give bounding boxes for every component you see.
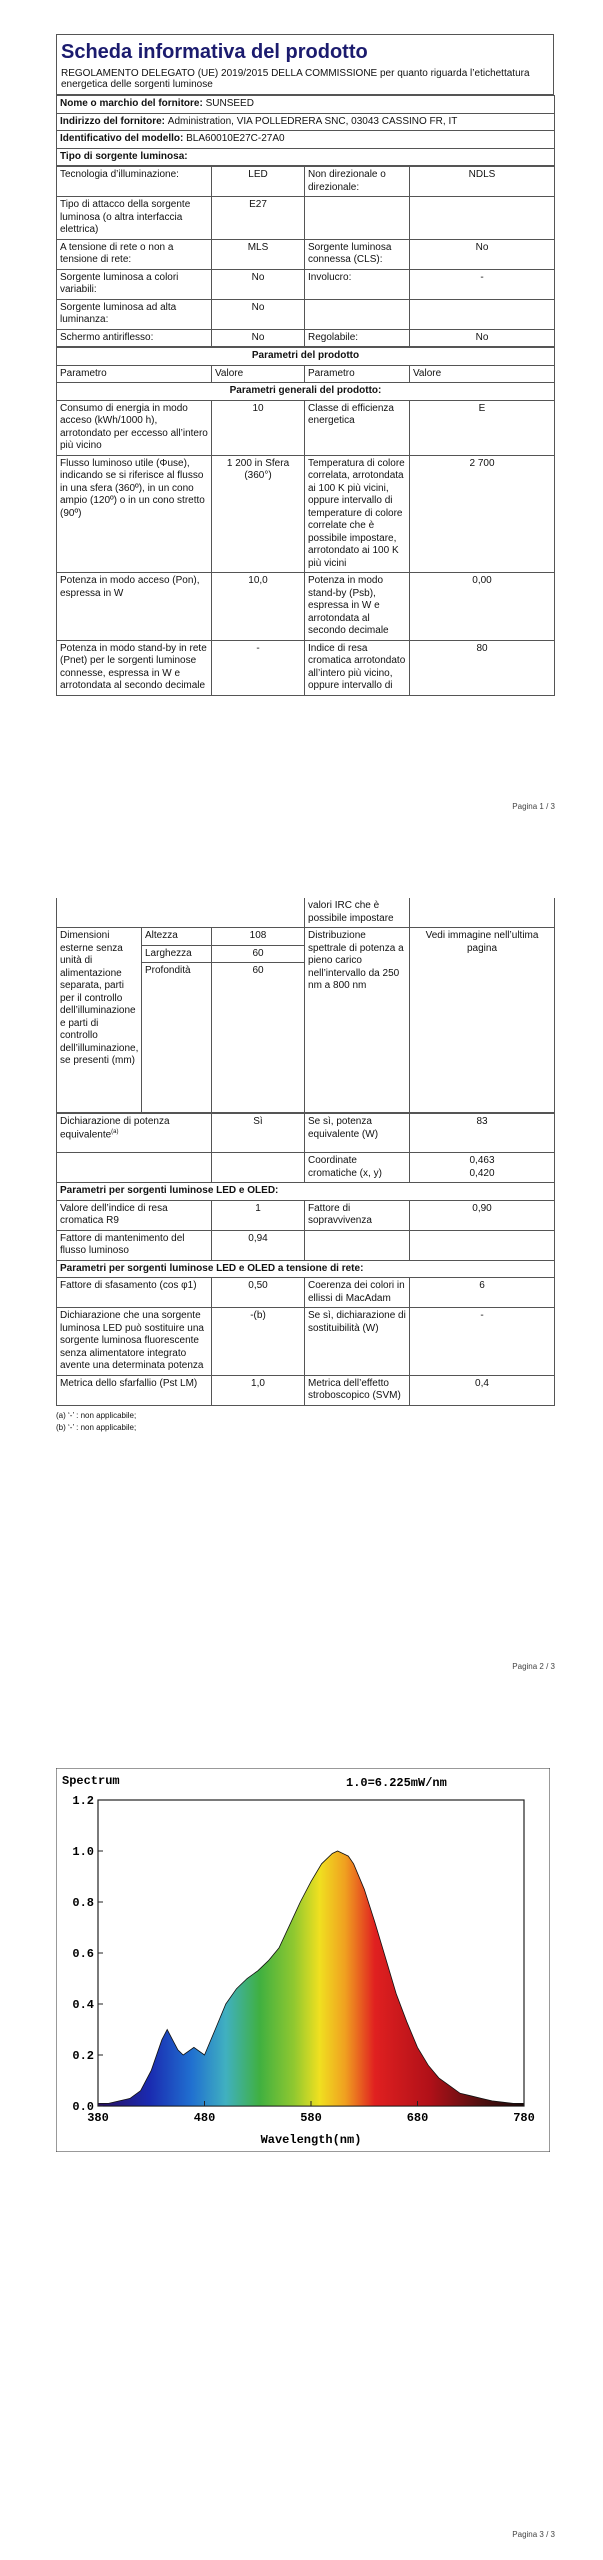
y-tick-label: 1.2 <box>72 1794 94 1808</box>
chroma-label: Coordinate cromatiche (x, y) <box>305 1153 410 1183</box>
type-row <box>57 239 555 269</box>
equiv-value: Sì <box>212 1114 305 1153</box>
dim-name: Profondità <box>142 963 212 1113</box>
params-table <box>56 347 555 696</box>
y-tick-label: 0.4 <box>72 1998 94 2012</box>
type-header-row <box>57 148 555 166</box>
general-row <box>57 573 555 641</box>
param-label <box>305 197 410 240</box>
param-value: 10,0 <box>212 573 305 641</box>
param-label: Potenza in modo stand-by in rete (Pnet) per le sorgenti luminose connesse, espressa in W e arrotondata al secondo decimale <box>57 640 212 695</box>
note-b: (b) ‘-’ : non applicabile; <box>56 1422 137 1432</box>
param-label: Coerenza dei colori in ellissi di MacAdam <box>305 1278 410 1308</box>
mains-row <box>57 1278 555 1308</box>
mains-header: Parametri per sorgenti luminose LED e OLED a tensione di rete: <box>57 1260 555 1278</box>
dim-value: 60 <box>212 963 305 1113</box>
note-a: (a) ‘-’ : non applicabile; <box>56 1410 137 1420</box>
mains-row <box>57 1308 555 1376</box>
param-label: Potenza in modo stand-by (Psb), espressa in W e arrotondata al secondo decimale <box>305 573 410 641</box>
param-value: LED <box>212 167 305 197</box>
param-value: 80 <box>410 640 555 695</box>
chart-annotation: 1.0=6.225mW/nm <box>346 1776 447 1790</box>
page-number: Pagina 2 / 3 <box>512 1662 555 1671</box>
param-label: Fattore di sfasamento (cos φ1) <box>57 1278 212 1308</box>
y-tick-label: 0.2 <box>72 2049 94 2063</box>
dim-name: Altezza <box>142 928 212 946</box>
col-param-2: Parametro <box>305 365 410 383</box>
param-value: No <box>212 299 305 329</box>
type-row <box>57 167 555 197</box>
param-value: No <box>410 239 555 269</box>
dim-value: 60 <box>212 945 305 963</box>
param-label: Potenza in modo acceso (Pon), espressa in W <box>57 573 212 641</box>
page-2 <box>0 882 603 1682</box>
param-label: Se sì, dichiarazione di sostituibilità (W) <box>305 1308 410 1376</box>
spectrum-svg <box>56 1768 550 2152</box>
equiv-w-value: 83 <box>410 1114 555 1153</box>
model-row <box>57 131 555 149</box>
led-row <box>57 1200 555 1230</box>
param-value: 2 700 <box>410 455 555 573</box>
page-1 <box>0 0 603 830</box>
param-label: Tipo di attacco della sorgente luminosa (o altra interfaccia elettrica) <box>57 197 212 240</box>
param-value: 1 200 in Sfera (360°) <box>212 455 305 573</box>
param-value: 0,50 <box>212 1278 305 1308</box>
dim-name: Larghezza <box>142 945 212 963</box>
param-label: Sorgente luminosa ad alta luminanza: <box>57 299 212 329</box>
param-label: Consumo di energia in modo acceso (kWh/1000 h), arrotondato per eccesso all’intero più vicino <box>57 400 212 455</box>
address-value: Administration, VIA POLLEDRERA SNC, 03043 CASSINO FR, IT <box>167 115 458 127</box>
param-value: No <box>410 329 555 347</box>
type-row <box>57 269 555 299</box>
led-row <box>57 1230 555 1260</box>
type-header: Tipo di sorgente luminosa: <box>57 148 555 166</box>
param-value: No <box>212 269 305 299</box>
general-row <box>57 400 555 455</box>
param-value <box>410 197 555 240</box>
param-label: Sorgente luminosa connessa (CLS): <box>305 239 410 269</box>
param-value <box>410 1230 555 1260</box>
param-value: -(b) <box>212 1308 305 1376</box>
type-row <box>57 299 555 329</box>
col-value-2: Valore <box>410 365 555 383</box>
doc-title: Scheda informativa del prodotto <box>56 34 554 66</box>
param-label: Metrica dell’effetto stroboscopico (SVM) <box>305 1375 410 1405</box>
param-value: No <box>212 329 305 347</box>
page-3 <box>0 1740 603 2560</box>
led-header: Parametri per sorgenti luminose LED e OLED: <box>57 1183 555 1201</box>
cri-continued: valori IRC che è possibile impostare <box>305 898 410 928</box>
x-tick-label: 480 <box>193 2111 216 2125</box>
general-header-row <box>57 383 555 401</box>
param-label: Involucro: <box>305 269 410 299</box>
dims-table <box>56 898 555 1113</box>
param-label: Non direzionale o direzionale: <box>305 167 410 197</box>
param-label: Classe di efficienza energetica <box>305 400 410 455</box>
type-table <box>56 166 555 347</box>
param-label: Indice di resa cromatica arrotondato all’intero più vicino, oppure intervallo di <box>305 640 410 695</box>
param-label: Fattore di mantenimento del flusso luminoso <box>57 1230 212 1260</box>
param-label: Tecnologia d’illuminazione: <box>57 167 212 197</box>
equiv-sup: (a) <box>111 1128 119 1135</box>
address-row <box>57 113 555 131</box>
equiv-w-label: Se sì, potenza equivalente (W) <box>305 1114 410 1153</box>
general-row <box>57 455 555 573</box>
param-label <box>305 1230 410 1260</box>
supplier-row <box>57 96 555 114</box>
dims-row-1 <box>57 928 555 946</box>
param-value <box>410 299 555 329</box>
param-value: 0,00 <box>410 573 555 641</box>
equiv-label: Dichiarazione di potenza equivalente <box>60 1116 170 1140</box>
y-tick-label: 0.6 <box>72 1947 94 1961</box>
params-col-row <box>57 365 555 383</box>
equiv-row <box>57 1114 555 1153</box>
param-value: NDLS <box>410 167 555 197</box>
chart-title: Spectrum <box>62 1774 120 1788</box>
param-value: 0,4 <box>410 1375 555 1405</box>
equiv-table <box>56 1113 555 1406</box>
param-label: Schermo antiriflesso: <box>57 329 212 347</box>
param-label: Dichiarazione che una sorgente luminosa LED può sostituire una sorgente luminosa fluorescente senza alimentatore integrato avente una determinata potenza <box>57 1308 212 1376</box>
spd-value: Vedi immagine nell’ultima pagina <box>410 928 555 1113</box>
doc-subtitle: REGOLAMENTO DELEGATO (UE) 2019/2015 DELLA COMMISSIONE per quanto riguarda l’etichettatura energetica delle sorgenti luminose <box>56 66 554 95</box>
led-header-row <box>57 1183 555 1201</box>
param-value: 1,0 <box>212 1375 305 1405</box>
page-number: Pagina 3 / 3 <box>512 2530 555 2539</box>
y-tick-label: 0.8 <box>72 1896 94 1910</box>
supplier-value: SUNSEED <box>205 98 254 109</box>
param-value: - <box>212 640 305 695</box>
param-label: Regolabile: <box>305 329 410 347</box>
general-header: Parametri generali del prodotto: <box>57 383 555 401</box>
y-tick-label: 0.0 <box>72 2100 94 2114</box>
params-header-row <box>57 348 555 366</box>
dim-value: 108 <box>212 928 305 946</box>
model-label: Identificativo del modello: <box>60 133 184 144</box>
x-tick-label: 380 <box>87 2111 109 2125</box>
supplier-table <box>56 95 555 166</box>
col-value-1: Valore <box>212 365 305 383</box>
general-row <box>57 640 555 695</box>
param-label: Temperatura di colore correlata, arrotondata ai 100 K più vicini, oppure intervallo di temperature di colore correlate che è possibile impostare, arrotondato ai 100 K più vicini <box>305 455 410 573</box>
x-tick-label: 580 <box>300 2111 322 2125</box>
spd-label: Distribuzione spettrale di potenza a pieno carico nell’intervallo da 250 nm a 800 nm <box>305 928 410 1113</box>
address-label: Indirizzo del fornitore: <box>60 115 165 127</box>
type-row <box>57 329 555 347</box>
chroma-x: 0,463 <box>469 1155 495 1166</box>
param-value: 0,90 <box>410 1200 555 1230</box>
param-value: 0,94 <box>212 1230 305 1260</box>
x-tick-label: 680 <box>406 2111 429 2125</box>
chroma-y: 0,420 <box>469 1167 495 1179</box>
x-tick-label: 780 <box>513 2111 535 2125</box>
supplier-label: Nome o marchio del fornitore: <box>60 98 203 109</box>
param-value: 6 <box>410 1278 555 1308</box>
param-value: MLS <box>212 239 305 269</box>
param-label: Fattore di sopravvivenza <box>305 1200 410 1230</box>
param-value: E27 <box>212 197 305 240</box>
dims-label: Dimensioni esterne senza unità di alimentazione separata, parti per il controllo dell’illuminazione e parti di controllo dell’illuminazione, se presenti (mm) <box>57 928 142 1113</box>
x-axis-label: Wavelength(nm) <box>260 2133 362 2147</box>
spectrum-chart <box>56 1768 550 2152</box>
page-number: Pagina 1 / 3 <box>512 802 555 811</box>
param-value: - <box>410 1308 555 1376</box>
param-value: 1 <box>212 1200 305 1230</box>
col-param-1: Parametro <box>57 365 212 383</box>
param-label: A tensione di rete o non a tensione di rete: <box>57 239 212 269</box>
y-tick-label: 1.0 <box>72 1845 94 1859</box>
param-value: - <box>410 269 555 299</box>
model-value: BLA60010E27C-27A0 <box>186 133 285 144</box>
param-label: Metrica dello sfarfallio (Pst LM) <box>57 1375 212 1405</box>
mains-header-row <box>57 1260 555 1278</box>
type-row <box>57 197 555 240</box>
param-value: E <box>410 400 555 455</box>
params-header: Parametri del prodotto <box>57 348 555 366</box>
param-value: 10 <box>212 400 305 455</box>
mains-row <box>57 1375 555 1405</box>
cont-row <box>57 898 555 928</box>
param-label: Valore dell’indice di resa cromatica R9 <box>57 1200 212 1230</box>
param-label: Sorgente luminosa a colori variabili: <box>57 269 212 299</box>
chroma-row <box>57 1153 555 1183</box>
param-label: Flusso luminoso utile (Φuse), indicando se si riferisce al flusso in una sfera (360º), in un cono ampio (120º) o in un cono stretto (90º) <box>57 455 212 573</box>
param-label <box>305 299 410 329</box>
